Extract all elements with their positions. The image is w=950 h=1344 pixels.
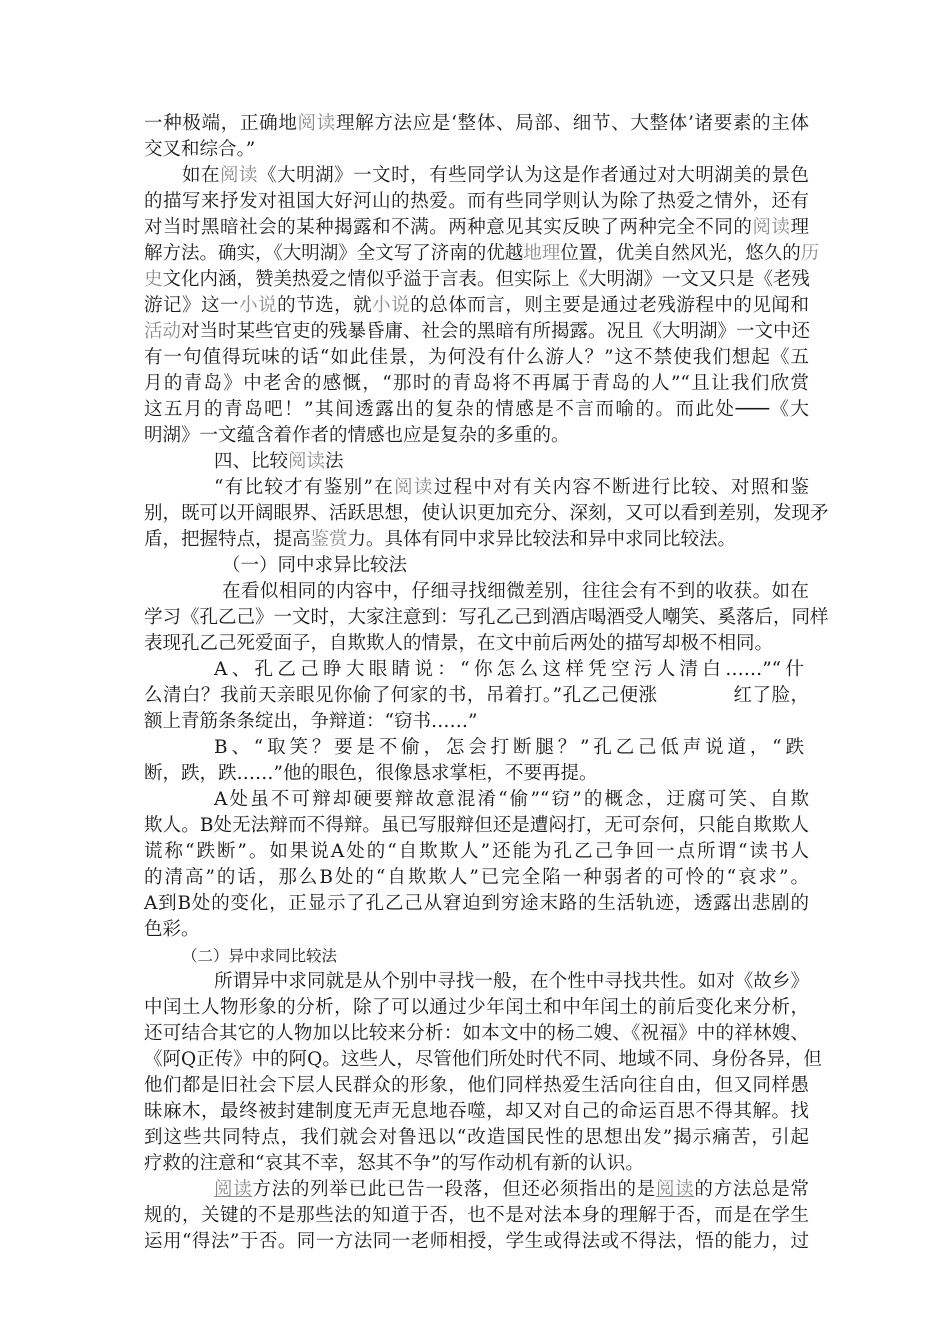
text-line: [144, 242, 820, 266]
text-run: B、“取笑？要是不偷，怎会打断腿？”孔乙己低声说道，“跌: [214, 737, 804, 758]
text-run: 盾，把握特点，提高: [144, 529, 311, 550]
text-run: 《大明湖》一文时，有些同学认为这是作者通过对大明湖美的景色: [258, 165, 809, 186]
text-run: 疗救的注意和“哀其不幸，怒其不争”的写作动机有新的认识。: [144, 1153, 644, 1174]
text-line: [144, 892, 809, 916]
text-run: “有比较才有鉴别”在: [214, 477, 395, 498]
text-line: [214, 970, 809, 994]
text-line: [144, 1022, 809, 1046]
text-line: [144, 398, 809, 422]
text-run: 理: [790, 217, 809, 238]
text-run: 这五月的青岛吧！”其间透露出的复杂的情感是不言而喻的。而此处───《大: [144, 399, 809, 420]
text-line: [214, 736, 804, 760]
text-line: [144, 216, 809, 240]
text-line: [144, 424, 809, 448]
text-line: [144, 762, 809, 786]
text-line: [144, 112, 809, 136]
text-line: [144, 1204, 809, 1228]
text-line: [144, 840, 809, 864]
text-run: 有一句值得玩味的话“如此佳景，为何没有什么游人？”这不禁使我们想起《五: [144, 347, 809, 368]
text-line: [214, 450, 809, 474]
keyword-link[interactable]: 阅读: [394, 477, 434, 498]
keyword-link[interactable]: 史: [144, 269, 163, 290]
text-run: 额上青筋条条绽出，争辩道：“窃书……”: [144, 711, 478, 732]
keyword-link[interactable]: 小说: [372, 295, 411, 316]
text-run: 的描写来抒发对祖国大好河山的热爱。而有些同学则认为除了热爱之情外，还有: [144, 191, 809, 212]
text-run: 明湖》一文蕴含着作者的情感也应是复杂的多重的。: [144, 425, 570, 446]
text-run: 断，跌，跌……”他的眼色，很像恳求掌柜，不要再提。: [144, 763, 598, 784]
text-line: [144, 866, 809, 890]
text-line: [144, 1074, 809, 1098]
keyword-link[interactable]: 阅读: [297, 113, 336, 134]
text-run: 法: [325, 451, 344, 472]
text-line: [214, 476, 809, 500]
text-run: 的方法总是常: [694, 1179, 809, 1200]
text-line: [144, 1126, 809, 1150]
text-line: [144, 528, 809, 552]
keyword-link[interactable]: 鉴赏: [310, 529, 348, 550]
text-line: [214, 658, 804, 682]
text-run: 么清白？我前天亲眼见你偷了何家的书，吊着打。”孔乙己便涨 红了脸，: [144, 685, 809, 706]
text-line: [144, 918, 809, 942]
text-run: 所谓异中求同就是从个别中寻找一般，在个性中寻找共性。如对《故乡》: [214, 971, 809, 992]
keyword-link[interactable]: 活动: [144, 321, 182, 342]
text-line: [144, 632, 809, 656]
text-run: 色彩。: [144, 919, 200, 940]
text-line: [144, 606, 829, 630]
text-run: 欺人。B处无法辩而不得辩。虽已写服辩但还是遭闷打，无可奈何，只能自欺欺人: [144, 815, 809, 836]
keyword-link[interactable]: 小说: [239, 295, 278, 316]
text-line: [144, 1230, 809, 1254]
text-line: [144, 1100, 809, 1124]
text-run: 一种极端，正确地: [144, 113, 298, 134]
text-run: 他们都是旧社会下层人民群众的形象，他们同样热爱生活向往自由，但又同样愚: [144, 1075, 809, 1096]
text-run: 对当时黑暗社会的某种揭露和不满。两种意见其实反映了两种完全不同的: [144, 217, 753, 238]
text-line: [144, 190, 809, 214]
text-line: [144, 372, 809, 396]
text-run: 文化内涵，赞美热爱之情似乎溢于言表。但实际上《大明湖》一文又只是《老残: [162, 269, 811, 290]
text-run: 规的，关键的不是那些法的知道于否，也不是对法本身的理解于否，而是在学生: [144, 1205, 809, 1226]
text-run: 如在: [182, 165, 221, 186]
text-run: 还可结合其它的人物加以比较来分析：如本文中的杨二嫂、《祝福》中的祥林嫂、: [144, 1023, 809, 1044]
text-run: 昧麻木，最终被封建制度无声无息地吞噬，却又对自己的命运百思不得其解。找: [144, 1101, 809, 1122]
text-line: [144, 502, 829, 526]
text-run: 四、比较: [214, 451, 289, 472]
text-run: 解方法。确实，《大明湖》全文写了济南的优越: [144, 243, 524, 264]
keyword-link[interactable]: 地理: [523, 243, 561, 264]
text-run: A处虽不可辩却硬要辩故意混淆“偷”“窃”的概念，迂腐可笑、自欺: [214, 789, 809, 810]
text-run: 方法的列举已此已告一段落，但还必须指出的是: [252, 1179, 656, 1200]
text-line: [182, 944, 809, 968]
keyword-link[interactable]: 阅读: [288, 451, 326, 472]
text-run: 到这些共同特点，我们就会对鲁迅以“改造国民性的思想出发”揭示痛苦，引起: [144, 1127, 809, 1148]
text-run: 过程中对有关内容不断进行比较、对照和鉴: [433, 477, 809, 498]
text-run: 的总体而言，则主要是通过老残游程中的见闻和: [410, 295, 809, 316]
text-run: 谎称“跌断”。如果说A处的“自欺欺人”还能为孔乙己争回一点所谓“读书人: [144, 841, 809, 862]
text-run: 月的青岛》中老舍的感慨，“那时的青岛将不再属于青岛的人”“且让我们欣赏: [144, 373, 809, 394]
text-line: [144, 268, 809, 292]
text-line: [144, 814, 809, 838]
text-line: [144, 996, 809, 1020]
text-run: 在看似相同的内容中，仔细寻找细微差别，往往会有不到的收获。如在: [222, 581, 809, 602]
text-line: [144, 1152, 809, 1176]
text-line: [214, 1178, 809, 1202]
text-run: 的清高”的话，那么B处的“自欺欺人”已完全陷一种弱者的可怜的“哀求”。: [144, 867, 809, 888]
text-run: 运用“得法”于否。同一方法同一老师相授，学生或得法或不得法，悟的能力，过: [144, 1231, 809, 1252]
text-run: 理解方法应是‘整体、局部、细节、大整体’诸要素的主体: [335, 113, 809, 134]
text-run: 交叉和综合。”: [144, 139, 256, 160]
text-run: 位置，优美自然风光，悠久的: [560, 243, 801, 264]
text-line: [144, 684, 809, 708]
text-run: 游记》这一: [144, 295, 240, 316]
text-run: A、孔乙己睁大眼睛说：“你怎么这样凭空污人清白……”“什: [214, 659, 804, 680]
keyword-link[interactable]: 阅读: [752, 217, 791, 238]
text-run: 学习《孔乙己》一文时，大家注意到：写孔乙己到酒店喝酒受人嘲笑、奚落后，同样: [144, 607, 829, 628]
text-run: （一）同中求异比较法: [222, 555, 408, 576]
text-line: [182, 164, 809, 188]
text-line: [214, 788, 809, 812]
text-line: [222, 580, 809, 604]
text-run: 力。具体有同中求异比较法和异中求同比较法。: [347, 529, 737, 550]
text-line: [144, 346, 809, 370]
text-line: [144, 1048, 822, 1072]
text-run: 表现孔乙己死爱面子，自欺欺人的情景，在文中前后两处的描写却极不相同。: [144, 633, 774, 654]
text-run: A到B处的变化，正显示了孔乙己从窘迫到穷途末路的生活轨迹，透露出悲剧的: [144, 893, 809, 914]
keyword-link[interactable]: 历: [800, 243, 820, 264]
text-run: 中闰土人物形象的分析，除了可以通过少年闰土和中年闰土的前后变化来分析，: [144, 997, 809, 1018]
text-line: [144, 138, 809, 162]
text-run: 对当时某些官吏的残暴昏庸、社会的黑暗有所揭露。况且《大明湖》一文中还: [181, 321, 811, 342]
keyword-link[interactable]: 阅读: [220, 165, 259, 186]
text-line: [144, 710, 809, 734]
text-run: 别，既可以开阔眼界、活跃思想，使认识更加充分、深刻，又可以看到差别，发现矛: [144, 503, 829, 524]
text-run: 《阿Q正传》中的阿Q。这些人，尽管他们所处时代不同、地域不同、身份各异，但: [144, 1049, 822, 1070]
underlined-keyword-link[interactable]: 阅读: [214, 1179, 253, 1200]
underlined-keyword-link[interactable]: 阅读: [655, 1179, 695, 1200]
text-line: [144, 320, 809, 344]
text-run: （二）异中求同比较法: [182, 947, 338, 965]
text-line: [222, 554, 809, 578]
text-run: 的节选，就: [277, 295, 373, 316]
text-line: [144, 294, 809, 318]
